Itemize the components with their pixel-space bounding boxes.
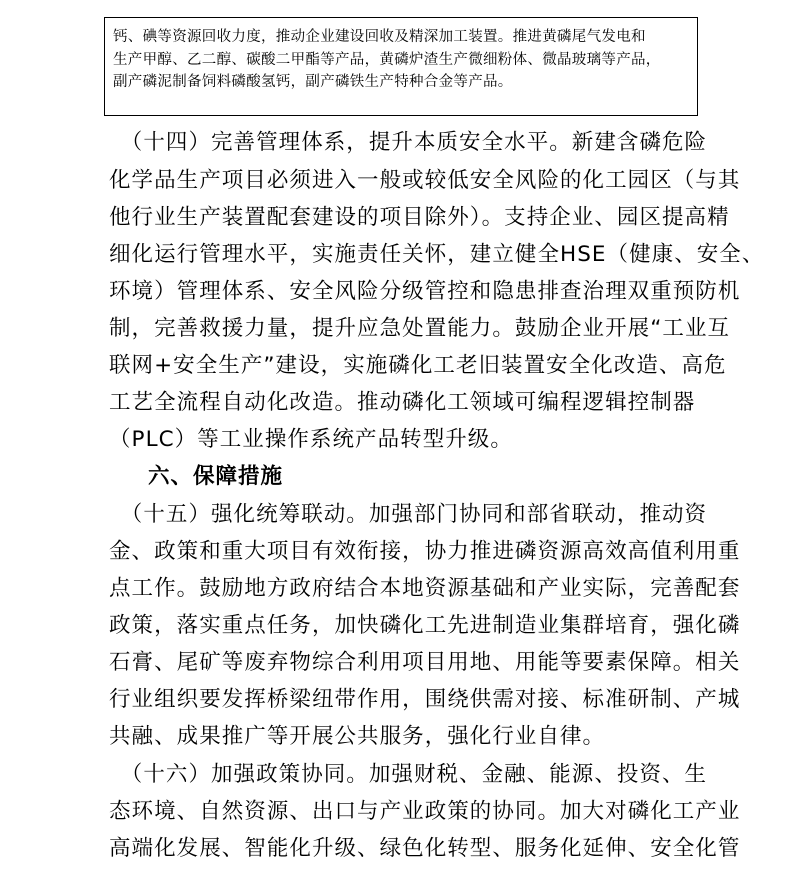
paragraph-14-line: 工艺全流程自动化改造。推动磷化工领域可编程逻辑控制器 [109,390,696,415]
paragraph-15-line: 点工作。鼓励地方政府结合本地资源基础和产业实际，完善配套 [109,576,741,601]
paragraph-15-line: 行业组织要发挥桥梁纽带作用，围绕供需对接、标准研制、产城 [109,687,741,712]
box-line: 钙、碘等资源回收力度，推动企业建设回收及精深加工装置。推进黄磷尾气发电和 [113,29,646,45]
paragraph-14-line: 细化运行管理水平，实施责任关怀，建立健全HSE（健康、安全、 [109,242,765,267]
paragraph-14-line: 化学品生产项目必须进入一般或较低安全风险的化工园区（与其 [109,168,741,193]
paragraph-14-line: 联网+安全生产”建设，实施磷化工老旧装置安全化改造、高危 [109,353,727,378]
paragraph-15-line: 金、政策和重大项目有效衔接，协力推进磷资源高效高值利用重 [109,539,741,564]
box-line: 副产磷泥制备饲料磷酸氢钙，副产磷铁生产特种合金等产品。 [113,74,513,90]
paragraph-15-line: （十五）强化统筹联动。加强部门协同和部省联动，推动资 [109,502,708,527]
paragraph-16-line: （十六）加强政策协同。加强财税、金融、能源、投资、生 [109,762,708,787]
paragraph-14-line: 环境）管理体系、安全风险分级管控和隐患排查治理双重预防机 [109,279,741,304]
boxed-note [104,17,698,116]
paragraph-15-line: 石膏、尾矿等废弃物综合利用项目用地、用能等要素保障。相关 [109,650,741,675]
paragraph-16-line: 态环境、自然资源、出口与产业政策的协同。加大对磷化工产业 [109,799,741,824]
paragraph-15-line: 共融、成果推广等开展公共服务，强化行业自律。 [109,724,606,749]
section-heading: 六、保障措施 [148,464,284,489]
paragraph-16-line: 高端化发展、智能化升级、绿色化转型、服务化延伸、安全化管 [109,836,741,861]
paragraph-14-line: 制，完善救援力量，提升应急处置能力。鼓励企业开展“工业互 [109,316,731,341]
paragraph-15-line: 政策，落实重点任务，加快磷化工先进制造业集群培育，强化磷 [109,613,741,638]
paragraph-14-line: （PLC）等工业操作系统产品转型升级。 [109,427,513,452]
box-line: 生产甲醇、乙二醇、碳酸二甲酯等产品，黄磷炉渣生产微细粉体、微晶玻璃等产品， [113,51,661,68]
paragraph-14-line: 他行业生产装置配套建设的项目除外）。支持企业、园区提高精 [109,205,730,230]
paragraph-14-line: （十四）完善管理体系，提升本质安全水平。新建含磷危险 [109,130,708,155]
